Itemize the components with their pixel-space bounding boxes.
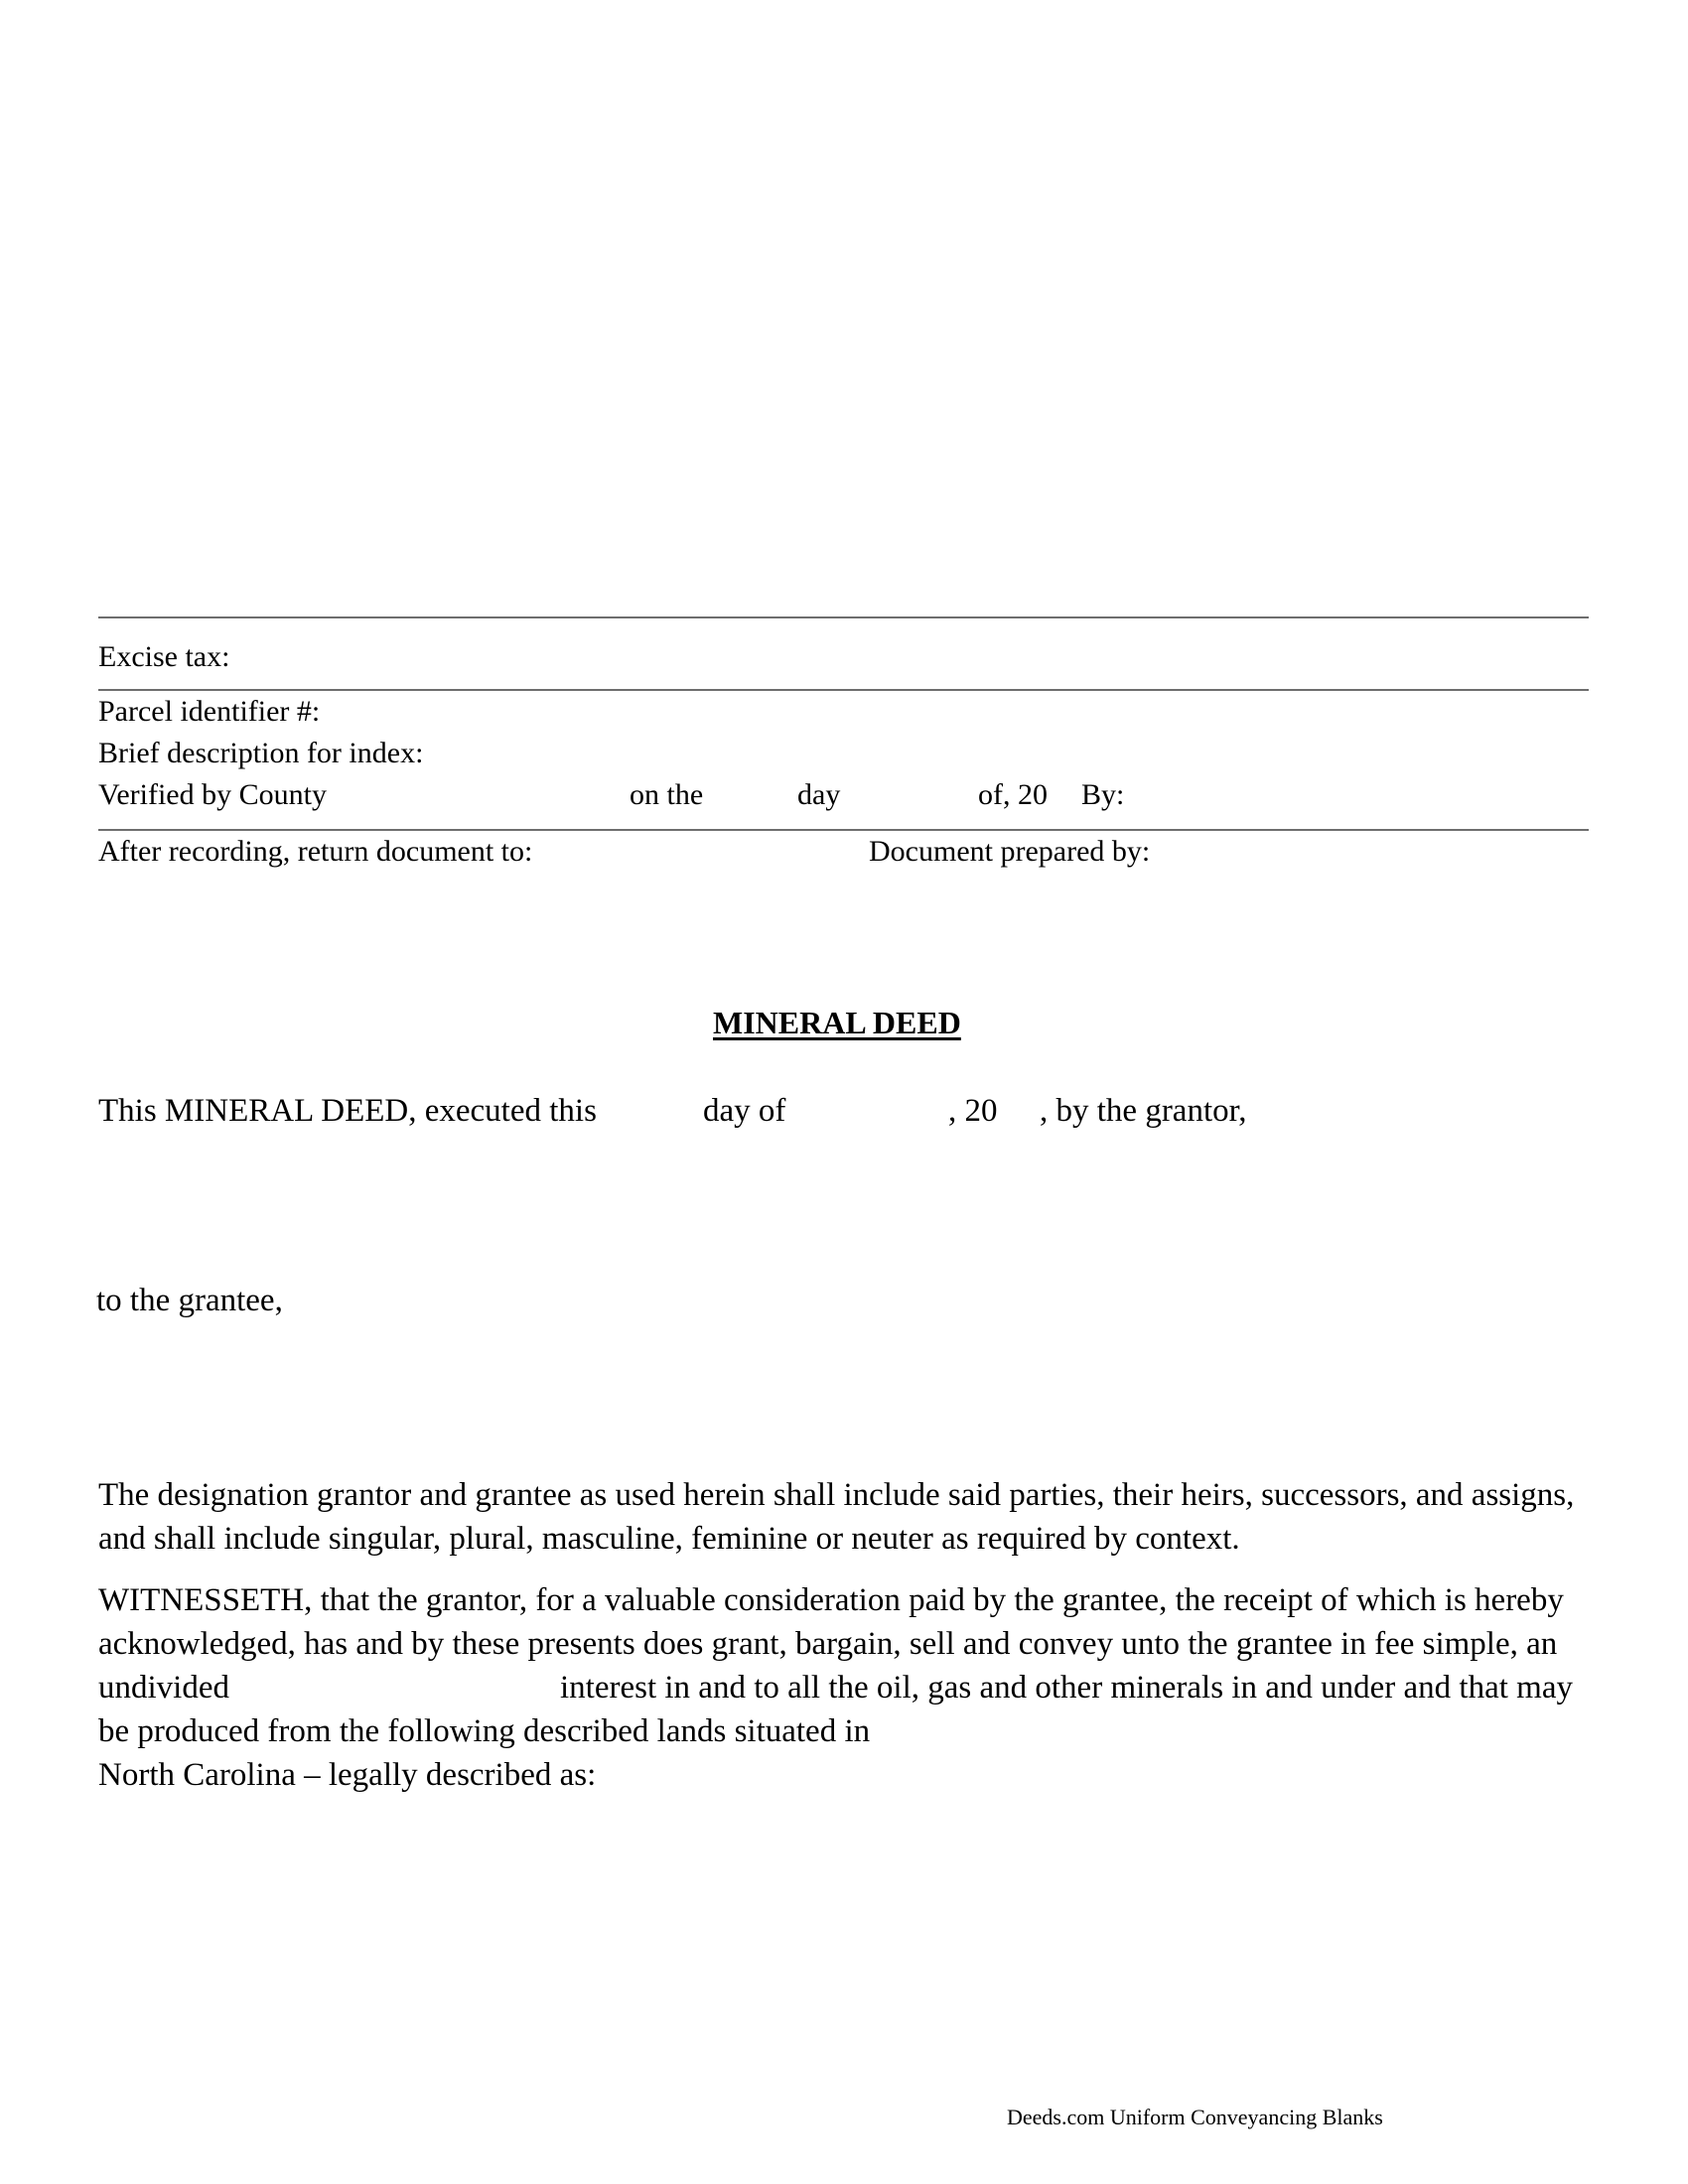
header-bottom-rule [98, 829, 1589, 831]
witnesseth-line-2: acknowledged, has and by these presents does grant, bargain, sell and convey unto the grantee in fee simple, an [98, 1626, 1558, 1662]
on-the-label: on the [630, 778, 704, 811]
return-to-label: After recording, return document to: [98, 835, 533, 868]
day-label: day [797, 778, 841, 811]
prepared-by-label: Document prepared by: [869, 835, 1151, 868]
intro-executed-this: This MINERAL DEED, executed this [98, 1093, 597, 1129]
intro-day-of: day of [703, 1093, 786, 1129]
designation-line-2: and shall include singular, plural, masculine, feminine or neuter as required by context. [98, 1521, 1240, 1557]
intro-by-grantor: , by the grantor, [1040, 1093, 1247, 1129]
excise-tax-label: Excise tax: [98, 640, 230, 673]
by-label: By: [1081, 778, 1125, 811]
witnesseth-line-5: North Carolina – legally described as: [98, 1757, 597, 1793]
parcel-identifier-label: Parcel identifier #: [98, 695, 321, 728]
designation-line-1: The designation grantor and grantee as used herein shall include said parties, their heirs, successors, and assigns, [98, 1477, 1575, 1513]
footer-credit: Deeds.com Uniform Conveyancing Blanks [1007, 2105, 1383, 2129]
witnesseth-line-4: be produced from the following described lands situated in [98, 1713, 871, 1749]
to-grantee-label: to the grantee, [96, 1283, 283, 1318]
witnesseth-line-3-undivided: undivided [98, 1670, 229, 1706]
of-20-label: of, 20 [978, 778, 1048, 811]
header-middle-rule [98, 689, 1589, 691]
brief-description-label: Brief description for index: [98, 737, 424, 769]
verified-by-county-label: Verified by County [98, 778, 327, 811]
header-top-rule [98, 616, 1589, 618]
witnesseth-line-1: WITNESSETH, that the grantor, for a valuable consideration paid by the grantee, the receipt of which is hereby [98, 1582, 1564, 1618]
intro-year-20: , 20 [948, 1093, 998, 1129]
document-title: MINERAL DEED [713, 1005, 961, 1040]
witnesseth-line-3-interest: interest in and to all the oil, gas and other minerals in and under and that may [560, 1670, 1573, 1706]
